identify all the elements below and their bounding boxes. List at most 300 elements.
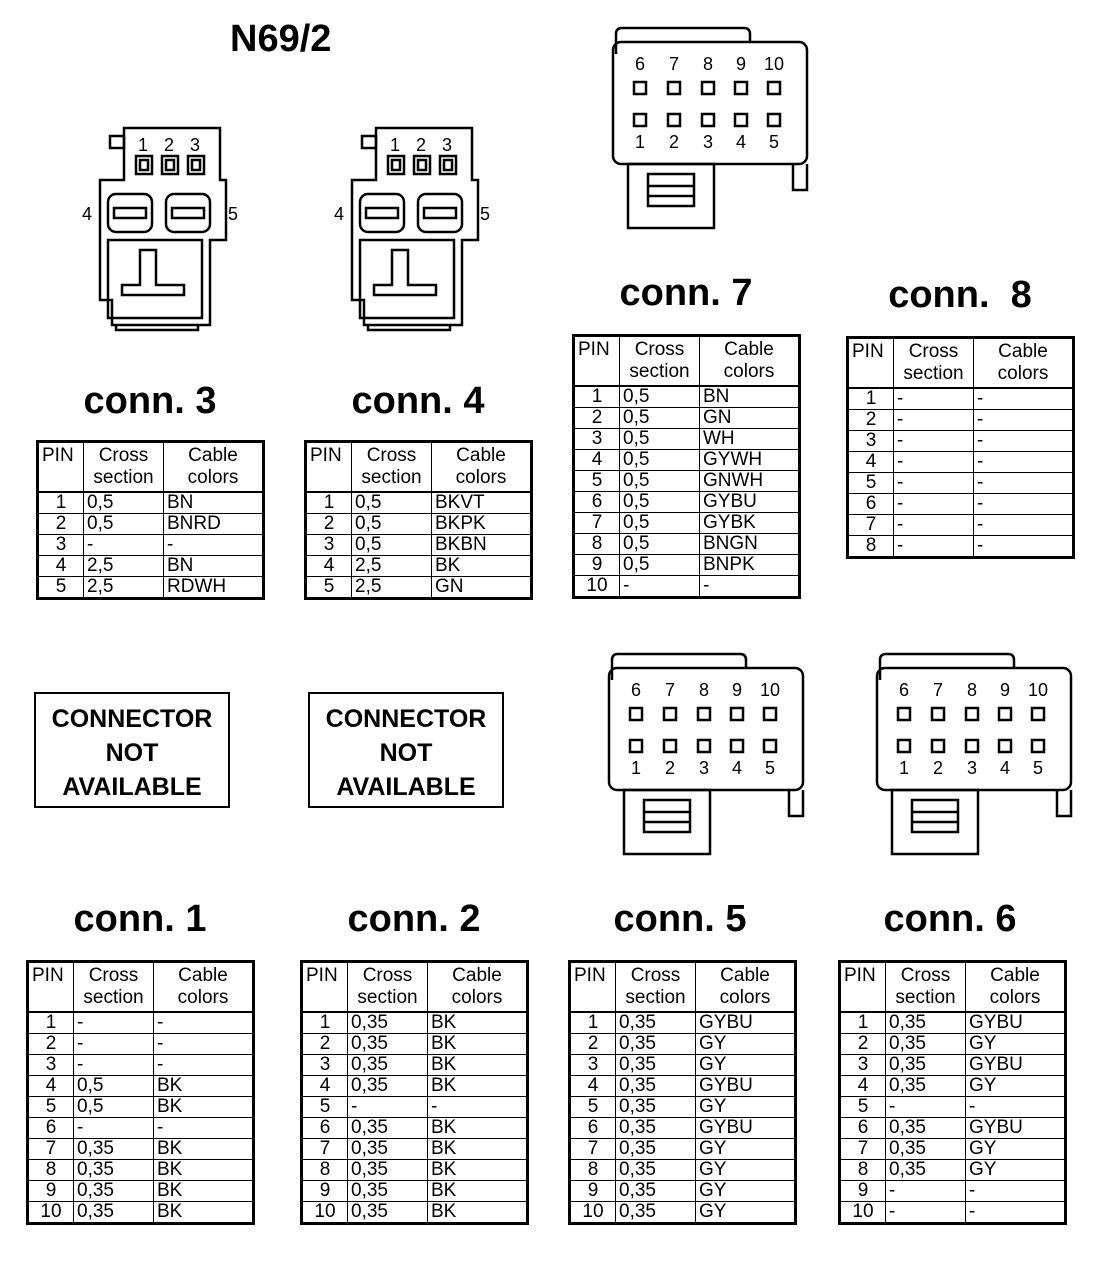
cable-color-value: BN [164,492,264,514]
pin-label: 9 [731,680,743,700]
pin-number: 8 [848,536,894,558]
table-row [840,1097,1066,1118]
pin-number: 7 [570,1139,616,1160]
table-row [28,1160,254,1181]
table-row [574,386,800,408]
cable-colors-header: Cable colors [700,336,800,387]
pin-number: 1 [28,1012,74,1034]
cross-section-value: 0,35 [616,1055,696,1076]
pin-number: 6 [848,494,894,515]
pin-number: 10 [574,576,620,598]
table-row [848,494,1074,515]
cross-section-value: - [74,1055,154,1076]
cross-section-value: 0,35 [616,1034,696,1055]
pin-number: 7 [848,515,894,536]
pin-label: 5 [764,758,776,778]
table-row [302,1034,528,1055]
pin-number: 2 [574,408,620,429]
pin-label: 5 [1032,758,1044,778]
cross-section-value: 0,35 [616,1097,696,1118]
pin-label-4: 4 [334,204,345,224]
pin-number: 1 [306,492,352,514]
cable-color-value: BK [154,1076,254,1097]
conn6-title: conn. 6 [883,898,1017,940]
cross-section-value: 0,35 [74,1160,154,1181]
table-row [840,1202,1066,1224]
table-row [840,1012,1066,1034]
pin-label: 1 [634,132,646,152]
pin-label: 8 [702,54,714,74]
cross-section-value: 0,5 [352,514,432,535]
cross-section-value: - [74,1034,154,1055]
cross-section-value: - [894,410,974,431]
pin-label: 10 [763,54,785,74]
cable-colors-header: Cable colors [966,962,1066,1013]
conn4-table [304,440,533,600]
cable-color-value: BK [428,1012,528,1034]
table-row [574,471,800,492]
pin-header: PIN [840,962,886,1013]
cable-color-value: - [966,1097,1066,1118]
pin-number: 1 [574,386,620,408]
cross-section-value: 0,5 [352,535,432,556]
pin-label: 9 [735,54,747,74]
pin-number: 4 [570,1076,616,1097]
pin-number: 3 [840,1055,886,1076]
cross-section-value: 0,5 [74,1097,154,1118]
table-row [306,492,532,514]
pin-label: 7 [668,54,680,74]
cross-section-value: 2,5 [352,577,432,599]
cross-section-value: 0,35 [616,1181,696,1202]
connector-4-drawing [332,120,512,335]
conn2-title: conn. 2 [347,898,481,940]
cable-color-value: GN [432,577,532,599]
cross-section-value: 0,5 [620,555,700,576]
cross-section-value: 0,5 [620,408,700,429]
cross-section-value: - [348,1097,428,1118]
pin-number: 5 [570,1097,616,1118]
pin-label: 10 [1027,680,1049,700]
table-row [302,1202,528,1224]
cross-section-value: 0,35 [886,1055,966,1076]
table-row [848,473,1074,494]
table-row [28,1097,254,1118]
cable-color-value: BK [428,1160,528,1181]
pin-label-5: 5 [480,204,491,224]
cross-section-value: 0,5 [620,534,700,555]
table-row [848,410,1074,431]
cable-color-value: - [974,410,1074,431]
cable-color-value: - [154,1012,254,1034]
cross-section-value: 0,35 [348,1076,428,1097]
table-row [302,1181,528,1202]
cross-section-value: 0,35 [348,1055,428,1076]
cable-color-value: GY [696,1139,796,1160]
cable-color-value: - [974,452,1074,473]
cross-section-value: 0,5 [620,492,700,513]
table-row [570,1097,796,1118]
table-row [574,429,800,450]
pin-number: 5 [38,577,84,599]
connector-not-available-2 [308,692,504,808]
table-row [28,1118,254,1139]
table-row [570,1118,796,1139]
pin-label-2: 2 [164,135,175,155]
pin-number: 10 [840,1202,886,1224]
pin-label-2: 2 [416,135,427,155]
pin-number: 7 [302,1139,348,1160]
conn1-table [26,960,255,1225]
cable-color-value: - [974,494,1074,515]
pin-number: 2 [848,410,894,431]
pin-label: 5 [768,132,780,152]
pin-number: 1 [570,1012,616,1034]
na-line-1: CONNECTOR [325,705,487,733]
pin-label: 6 [898,680,910,700]
table-row [302,1160,528,1181]
pin-header: PIN [574,336,620,387]
pin-label: 6 [630,680,642,700]
cable-color-value: GY [696,1181,796,1202]
table-row [848,452,1074,473]
pin-number: 4 [306,556,352,577]
pin-number: 4 [848,452,894,473]
connector-5-drawing [604,650,814,860]
cable-color-value: BK [154,1139,254,1160]
cable-color-value: BK [428,1202,528,1224]
pin-number: 3 [848,431,894,452]
cross-section-value: 0,5 [620,386,700,408]
cross-section-value: 0,35 [886,1034,966,1055]
cross-section-value: 0,5 [74,1076,154,1097]
pin-number: 4 [28,1076,74,1097]
pin-label-1: 1 [138,135,149,155]
table-row [848,388,1074,410]
pin-label-1: 1 [390,135,401,155]
cable-colors-header: Cable colors [974,338,1074,389]
na-line-3: AVAILABLE [336,773,476,801]
cross-section-value: 2,5 [84,556,164,577]
cross-section-value: - [74,1012,154,1034]
cross-section-value: - [886,1097,966,1118]
pin-number: 4 [38,556,84,577]
table-row [840,1118,1066,1139]
cable-color-value: GYBK [700,513,800,534]
cross-section-header: Cross section [894,338,974,389]
cable-color-value: - [974,431,1074,452]
pin-number: 9 [574,555,620,576]
pin-number: 4 [302,1076,348,1097]
cross-section-header: Cross section [616,962,696,1013]
conn1-title: conn. 1 [73,898,207,940]
cable-color-value: - [700,576,800,598]
table-row [570,1034,796,1055]
pin-number: 2 [302,1034,348,1055]
cable-color-value: BKPK [432,514,532,535]
pin-number: 1 [38,492,84,514]
pin-label-5: 5 [228,204,239,224]
pin-number: 5 [840,1097,886,1118]
pin-number: 2 [38,514,84,535]
cable-color-value: BK [428,1076,528,1097]
cable-colors-header: Cable colors [432,442,532,493]
cross-section-value: 0,35 [886,1012,966,1034]
cable-color-value: - [974,388,1074,410]
pin-number: 6 [28,1118,74,1139]
cross-section-value: 0,5 [620,471,700,492]
table-row [28,1076,254,1097]
pin-label: 6 [634,54,646,74]
cross-section-value: 0,35 [74,1181,154,1202]
table-row [306,556,532,577]
pin-number: 4 [574,450,620,471]
conn5-table [568,960,797,1225]
cable-color-value: - [164,535,264,556]
cross-section-header: Cross section [620,336,700,387]
cross-section-value: 0,5 [620,513,700,534]
pin-number: 1 [840,1012,886,1034]
conn8-title: conn. 8 [888,274,1032,316]
cable-color-value: GY [696,1097,796,1118]
cable-color-value: BN [700,386,800,408]
cable-color-value: BN [164,556,264,577]
table-row [28,1055,254,1076]
cross-section-value: 0,35 [74,1202,154,1224]
cross-section-value: 0,35 [616,1118,696,1139]
pin-number: 3 [574,429,620,450]
cable-color-value: - [974,536,1074,558]
cable-color-value: - [154,1055,254,1076]
pin-number: 3 [306,535,352,556]
pin-number: 4 [840,1076,886,1097]
cross-section-value: 0,5 [84,514,164,535]
pin-label-4: 4 [82,204,93,224]
cable-color-value: - [974,515,1074,536]
pin-number: 6 [302,1118,348,1139]
na-line-2: NOT [379,739,433,767]
pin-label: 4 [999,758,1011,778]
cable-color-value: BKBN [432,535,532,556]
cross-section-value: 0,35 [348,1139,428,1160]
cable-color-value: BK [154,1202,254,1224]
pin-number: 3 [302,1055,348,1076]
cable-color-value: GY [966,1160,1066,1181]
table-row [574,408,800,429]
cable-color-value: GY [966,1076,1066,1097]
cable-color-value: WH [700,429,800,450]
cross-section-value: 2,5 [84,577,164,599]
cable-color-value: - [428,1097,528,1118]
table-row [570,1181,796,1202]
pin-header: PIN [38,442,84,493]
pin-label: 9 [999,680,1011,700]
cable-color-value: BK [428,1139,528,1160]
pin-label: 1 [630,758,642,778]
pin-label: 8 [966,680,978,700]
table-row [574,492,800,513]
cross-section-header: Cross section [352,442,432,493]
cable-color-value: GY [966,1034,1066,1055]
pin-number: 5 [302,1097,348,1118]
cross-section-value: 0,35 [616,1202,696,1224]
pin-label: 3 [702,132,714,152]
table-row [570,1160,796,1181]
table-row [840,1160,1066,1181]
pin-number: 5 [848,473,894,494]
cable-color-value: BK [428,1055,528,1076]
table-row [848,536,1074,558]
table-row [28,1181,254,1202]
conn5-title: conn. 5 [613,898,747,940]
pin-label-3: 3 [190,135,201,155]
cable-color-value: GY [696,1202,796,1224]
cross-section-value: 0,35 [616,1012,696,1034]
cross-section-value: - [84,535,164,556]
pin-label: 2 [668,132,680,152]
na-line-1: CONNECTOR [51,705,213,733]
pin-header: PIN [28,962,74,1013]
cable-colors-header: Cable colors [696,962,796,1013]
cross-section-value: - [894,494,974,515]
cable-color-value: BNGN [700,534,800,555]
cross-section-value: 0,35 [616,1076,696,1097]
cross-section-value: 0,5 [620,429,700,450]
table-row [38,492,264,514]
conn3-table [36,440,265,600]
pin-label: 4 [731,758,743,778]
cable-color-value: GY [696,1055,796,1076]
cross-section-value: 0,35 [74,1139,154,1160]
pin-label: 2 [664,758,676,778]
table-row [28,1034,254,1055]
conn4-title: conn. 4 [351,380,485,422]
table-row [840,1181,1066,1202]
cable-color-value: GYBU [696,1012,796,1034]
cable-color-value: GYBU [696,1076,796,1097]
pin-label: 3 [966,758,978,778]
pin-number: 8 [302,1160,348,1181]
pin-number: 9 [570,1181,616,1202]
cross-section-value: - [620,576,700,598]
cross-section-value: - [894,431,974,452]
pin-number: 3 [28,1055,74,1076]
cable-color-value: GY [696,1034,796,1055]
table-row [306,514,532,535]
pin-number: 8 [28,1160,74,1181]
pin-number: 10 [302,1202,348,1224]
pin-header: PIN [570,962,616,1013]
connector-3-drawing [80,120,260,335]
pin-number: 10 [570,1202,616,1224]
table-row [306,535,532,556]
cable-color-value: BNRD [164,514,264,535]
table-row [840,1076,1066,1097]
pin-label: 3 [698,758,710,778]
cable-color-value: BNPK [700,555,800,576]
cable-color-value: - [154,1118,254,1139]
cable-color-value: GN [700,408,800,429]
cable-color-value: BKVT [432,492,532,514]
cross-section-value: 0,35 [348,1118,428,1139]
pin-number: 2 [28,1034,74,1055]
cross-section-value: - [886,1202,966,1224]
table-row [574,450,800,471]
table-row [570,1076,796,1097]
cross-section-value: - [894,388,974,410]
table-row [574,555,800,576]
pin-header: PIN [302,962,348,1013]
table-row [574,513,800,534]
conn2-table [300,960,529,1225]
table-row [302,1097,528,1118]
conn7-table [572,334,801,599]
conn7-title: conn. 7 [619,272,753,314]
cross-section-value: 0,35 [886,1118,966,1139]
conn3-title: conn. 3 [83,380,217,422]
pin-number: 6 [574,492,620,513]
cable-colors-header: Cable colors [154,962,254,1013]
cable-colors-header: Cable colors [164,442,264,493]
na-line-2: NOT [105,739,159,767]
pin-number: 9 [840,1181,886,1202]
cable-color-value: GYBU [966,1118,1066,1139]
cross-section-value: 0,35 [616,1160,696,1181]
pin-number: 5 [306,577,352,599]
cable-color-value: BK [154,1181,254,1202]
pin-number: 6 [570,1118,616,1139]
cable-color-value: BK [428,1181,528,1202]
pin-header: PIN [848,338,894,389]
table-row [38,556,264,577]
cross-section-value: 0,35 [348,1202,428,1224]
cross-section-header: Cross section [348,962,428,1013]
cross-section-value: - [894,515,974,536]
cable-color-value: GYBU [700,492,800,513]
na-line-3: AVAILABLE [62,773,202,801]
table-row [302,1076,528,1097]
table-row [302,1012,528,1034]
cross-section-value: 0,35 [886,1076,966,1097]
cross-section-header: Cross section [74,962,154,1013]
cable-color-value: - [974,473,1074,494]
pin-label: 7 [664,680,676,700]
pin-label-3: 3 [442,135,453,155]
pin-label: 4 [735,132,747,152]
cross-section-value: 0,5 [84,492,164,514]
cable-color-value: - [966,1181,1066,1202]
cross-section-value: 0,5 [352,492,432,514]
table-row [574,534,800,555]
cable-color-value: GY [696,1160,796,1181]
table-row [574,576,800,598]
pin-number: 9 [302,1181,348,1202]
table-row [302,1139,528,1160]
pin-number: 2 [570,1034,616,1055]
pin-number: 1 [302,1012,348,1034]
cable-color-value: BK [154,1160,254,1181]
cable-color-value: GYWH [700,450,800,471]
cross-section-value: - [74,1118,154,1139]
table-row [840,1034,1066,1055]
pin-label: 7 [932,680,944,700]
cross-section-value: 0,35 [348,1034,428,1055]
cable-color-value: GYBU [966,1055,1066,1076]
cable-color-value: BK [428,1118,528,1139]
connector-6-drawing [872,650,1082,860]
cable-color-value: - [154,1034,254,1055]
cross-section-value: 0,5 [620,450,700,471]
